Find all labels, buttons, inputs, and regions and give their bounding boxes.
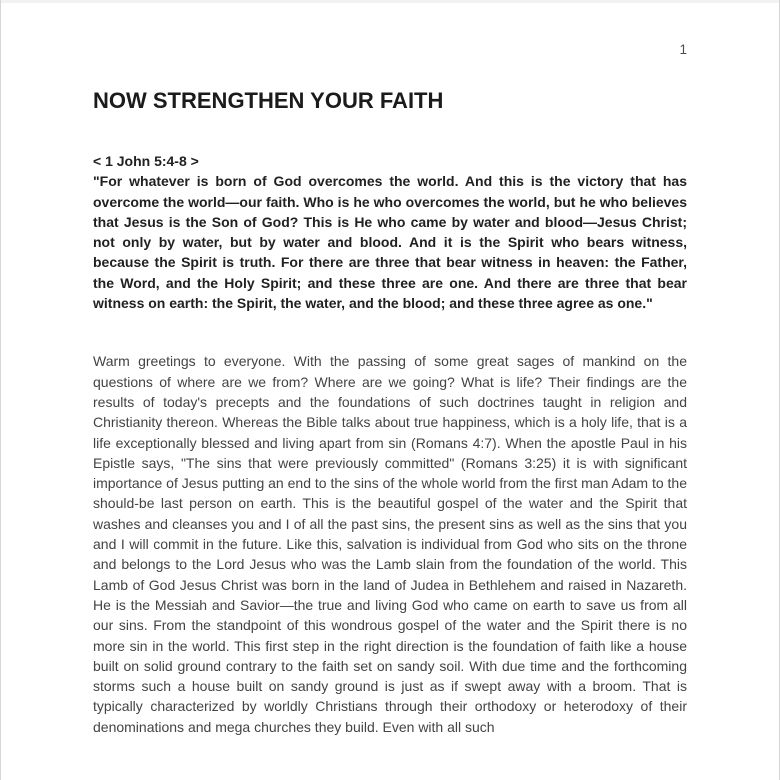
page-number: 1: [679, 42, 687, 57]
scripture-block: [93, 151, 687, 313]
page-content: [1, 42, 779, 737]
page-top-edge: [1, 0, 779, 3]
scripture-quote: "For whatever is born of God overcomes the world. And this is the victory that has overcome the world—our faith. Who is he who overcomes the world, but he who believes that Jesus is the Son of God? This is He who came by water and blood—Jesus Christ; not only by water, but by water and blood. And it is the Spirit who bears witness, because the Spirit is truth. For there are three that bear witness in heaven: the Father, the Word, and the Holy Spirit; and these three are one. And there are three that bear witness on earth: the Spirit, the water, and the blood; and these three agree as one.": [93, 173, 687, 312]
body-paragraph: Warm greetings to everyone. With the passing of some great sages of mankind on the questions of where are we from? Where are we going? What is life? Their findings are the results of today's precepts and the foundations of such doctrines taught in religion and Christianity thereon. Whereas the Bible talks about true happiness, which is a holy life, that is a life exceptionally blessed and living apart from sin (Romans 4:7). When the apostle Paul in his Epistle says, "The sins that were previously committed" (Romans 3:25) it is with significant importance of Jesus putting an end to the sins of the whole world from the first man Adam to the should-be last person on earth. This is the beautiful gospel of the water and the Spirit that washes and cleanses you and I of all the past sins, the present sins as well as the sins that you and I will commit in the future. Like this, salvation is individual from God who sits on the throne and belongs to the Lord Jesus who was the Lamb slain from the foundation of the world. This Lamb of God Jesus Christ was born in the land of Judea in Bethlehem and raised in Nazareth. He is the Messiah and Savior—the true and living God who came on earth to save us from all our sins. From the standpoint of this wondrous gospel of the water and the Spirit there is no more sin in the world. This first step in the right direction is the foundation of faith like a house built on solid ground contrary to the faith set on sandy soil. With due time and the forthcoming storms such a house built on sandy ground is just as if swept away with a broom. That is typically characterized by worldly Christians through their orthodoxy or heterodoxy of their denominations and mega churches they build. Even with all such: [93, 353, 687, 735]
scripture-reference: < 1 John 5:4-8 >: [93, 153, 199, 169]
page-title: NOW STRENGTHEN YOUR FAITH: [93, 88, 444, 113]
